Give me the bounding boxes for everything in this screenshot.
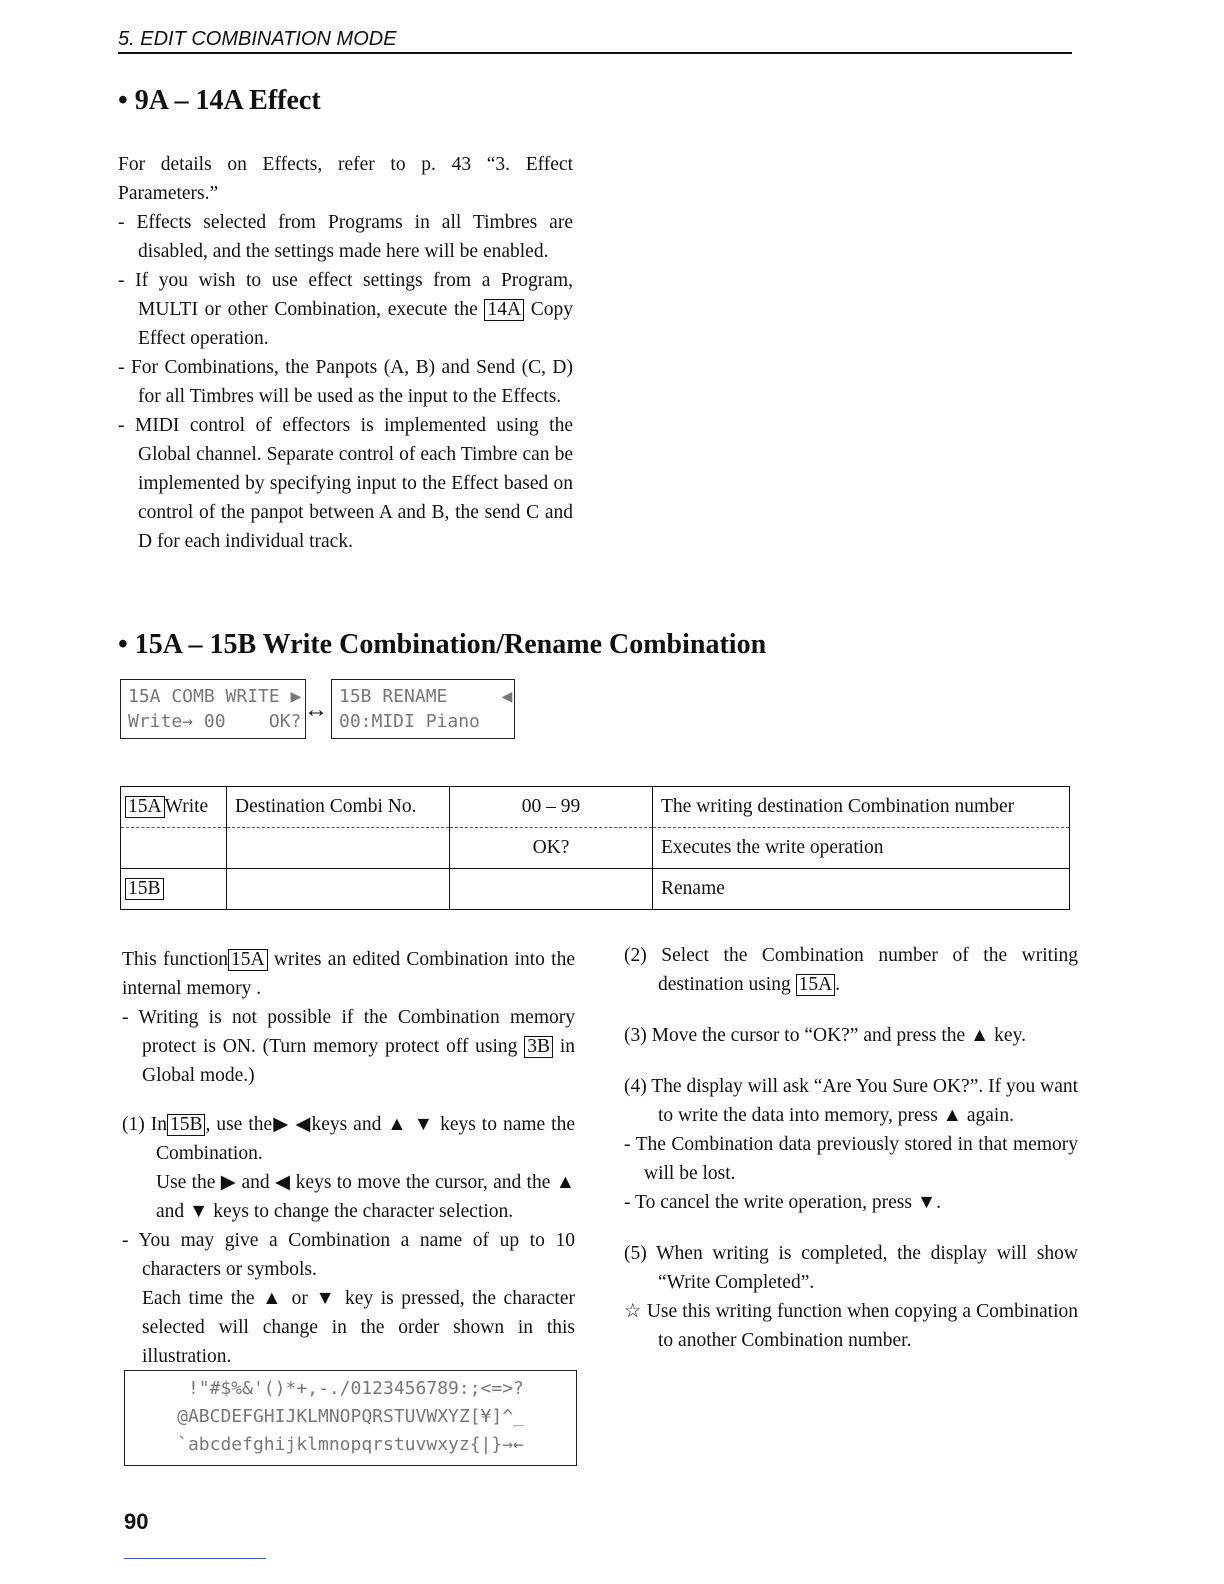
write-bullet-protect-text: - Writing is not possible if the Combination memory protect is ON. (Turn memory protect off using [122,1007,575,1057]
step-1-tail: , use the▶ ◀keys and ▲ ▼ keys to name the Combination. [156,1114,575,1164]
step-2-tail: . [835,974,841,995]
effect-bullet-2 [118,266,573,353]
step-1-detail: Use the ▶ and ◀ keys to move the cursor, and the ▲ and ▼ keys to change the character selection. [156,1172,575,1222]
table-cell-desc: Executes the write operation [653,828,1070,869]
table-row [121,869,1070,910]
step-5: (5) When writing is completed, the display will show “Write Completed”. [624,1243,1078,1293]
step-2 [624,941,1078,999]
table-label-write: Write [164,796,209,817]
write-left-column [122,945,575,1371]
charset-line-3: `abcdefghijklmnopqrstuvwxyz{|}→← [177,1434,524,1455]
step-3: (3) Move the cursor to “OK?” and press the ▲ key. [624,1025,1026,1046]
step-2-text: (2) Select the Combination number of the writing destination using [624,945,1078,995]
table-cell-range: OK? [450,828,653,869]
chapter-title: 5. EDIT COMBINATION MODE [118,28,397,50]
effect-bullet-3: - For Combinations, the Panpots (A, B) and Send (C, D) for all Timbres will be used as the input to the Effects. [118,357,573,407]
table-cell-param: Destination Combi No. [227,787,450,828]
table-cell-range: 00 – 99 [450,787,653,828]
write-intro-tail: writes an edited Combination into the internal memory . [122,949,575,999]
key-box-15a: 15A [228,949,268,971]
table-row [121,828,1070,869]
step-4-note-lost: - The Combination data previously stored in that memory will be lost. [624,1134,1078,1184]
write-bullet-protect-tail: in Global mode.) [142,1036,575,1086]
effect-bullet-1: - Effects selected from Programs in all Timbres are disabled, and the settings made here will be enabled. [118,212,573,262]
step-1 [122,1110,575,1168]
table-cell-param [227,828,450,869]
table-cell-range [450,869,653,910]
step-4: (4) The display will ask “Are You Sure OK?”. If you want to write the data into memory, press ▲ again. [624,1076,1079,1126]
key-box-15b: 15B [125,878,164,900]
table-cell-desc: The writing destination Combination number [653,787,1070,828]
lcd-display-15a [120,679,306,739]
tip-note: ☆ Use this writing function when copying a Combination to another Combination number. [624,1301,1078,1351]
key-box-15a: 15A [125,796,165,818]
parameter-table-wrap [120,786,1070,910]
effect-bullet-2-tail: Copy Effect operation. [138,299,573,349]
table-cell-page [121,869,227,910]
charset-line-2: @ABCDEFGHIJKLMNOPQRSTUVWXYZ[¥]^_ [177,1406,524,1427]
key-box-15b: 15B [167,1114,206,1136]
write-bullet-name-detail: Each time the ▲ or ▼ key is pressed, the character selected will change in the order shown in this illustration. [142,1288,575,1367]
key-box-15a: 15A [796,974,836,996]
effect-intro: For details on Effects, refer to p. 43 “3. Effect Parameters.” [118,154,573,204]
effect-section-title: • 9A – 14A Effect [118,85,321,116]
write-intro [122,945,575,1003]
key-box-14a: 14A [484,299,524,321]
lcd-15a-line2: Write→ 00 OK? [128,711,302,732]
write-section-title: • 15A – 15B Write Combination/Rename Combination [118,629,767,660]
write-intro-text: This function [122,949,228,970]
write-bullet-name-length: - You may give a Combination a name of up to 10 characters or symbols. [122,1230,575,1280]
step-1-text: (1) In [122,1114,167,1135]
table-row [121,787,1070,828]
table-cell-desc: Rename [653,869,1070,910]
character-set-illustration [124,1370,577,1466]
effect-bullet-2-text: - If you wish to use effect settings from a Program, MULTI or other Combination, execute the [118,270,573,320]
footer-rule [124,1558,266,1559]
write-bullet-protect [122,1003,575,1090]
key-box-3b: 3B [524,1036,553,1058]
charset-line-1: !"#$%&'()*+,-./0123456789:;<=>? [177,1378,524,1399]
effect-section-body [118,150,573,556]
lcd-15b-line1: 15B RENAME ◀ [339,686,513,707]
table-cell-page [121,787,227,828]
step-4-note-cancel: - To cancel the write operation, press ▼. [624,1192,942,1213]
table-cell-page [121,828,227,869]
write-right-column [624,941,1078,1355]
effect-bullet-4: - MIDI control of effectors is implemented using the Global channel. Separate control of each Timbre can be implemented by specifying input to the Effect based on control of the panpot between A and B, the send C and D for each individual track. [118,415,573,552]
lcd-swap-arrow-icon: ↔ [304,697,328,723]
lcd-display-15b [331,679,515,739]
page-number: 90 [124,1509,149,1534]
lcd-15b-line2: 00:MIDI Piano [339,711,480,732]
table-cell-param [227,869,450,910]
lcd-15a-line1: 15A COMB WRITE ▶ [128,686,302,707]
parameter-table [120,786,1070,910]
chapter-header [118,26,1072,54]
